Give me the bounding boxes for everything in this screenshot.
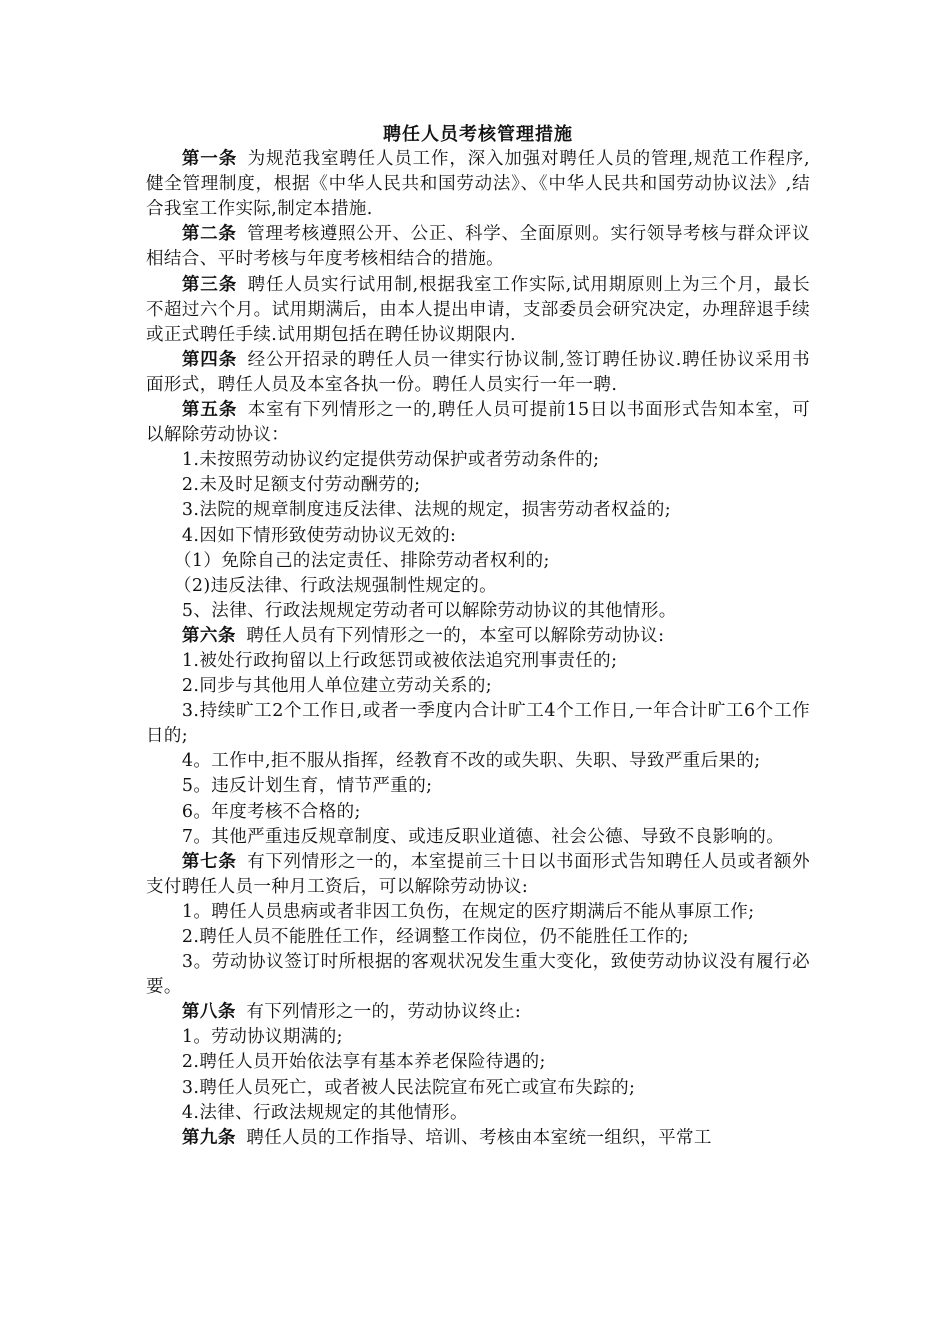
article-list-item: （2)违反法律、行政法规强制性规定的。 <box>174 575 498 596</box>
article-text: 管理考核遵照公开、公正、科学、全面原则。实行领导考核与群众评议相结合、平时考核与年度考核相结合的措施。 <box>146 224 810 270</box>
article-text: 有下列情形之一的，劳动协议终止: <box>246 1002 522 1023</box>
article-heading: 第九条 <box>181 1127 236 1148</box>
article-text: 经公开招录的聘任人员一律实行协议制,签订聘任协议.聘任协议采用书面形式，聘任人员及本室各执一份。聘任人员实行一年一聘. <box>146 349 810 395</box>
article-text: 有下列情形之一的，本室提前三十日以书面形式告知聘任人员或者额外支付聘任人员一种月工资后，可以解除劳动协议: <box>146 851 810 897</box>
article-list-item: 1。聘任人员患病或者非因工负伤，在规定的医疗期满后不能从事原工作; <box>181 901 755 922</box>
article-list-item: （1）免除自己的法定责任、排除劳动者权利的; <box>174 550 550 571</box>
article-paragraph <box>146 624 810 649</box>
article-paragraph <box>146 147 810 222</box>
article-list-item: 4.因如下情形致使劳动协议无效的: <box>181 525 457 546</box>
article-paragraph <box>146 348 810 398</box>
document-title: 聘任人员考核管理措施 <box>383 124 573 145</box>
article-text: 本室有下列情形之一的,聘任人员可提前15日以书面形式告知本室，可以解除劳动协议： <box>146 400 811 446</box>
article-list-item: 3.聘任人员死亡，或者被人民法院宣布死亡或宣布失踪的; <box>181 1077 636 1098</box>
article-heading: 第一条 <box>181 149 238 170</box>
article-heading: 第八条 <box>181 1002 236 1023</box>
article-paragraph <box>146 273 810 348</box>
article-list-item: 3.法院的规章制度违反法律、法规的规定，损害劳动者权益的; <box>181 500 672 521</box>
article-paragraph <box>146 850 810 900</box>
article-text: 聘任人员实行试用制,根据我室工作实际,试用期原则上为三个月，最长不超过六个月。试用期满后，由本人提出申请，支部委员会研究决定，办理辞退手续或正式聘任手续.试用期包括在聘任协议期限内. <box>146 274 810 345</box>
article-list-item: 2.聘任人员不能胜任工作，经调整工作岗位，仍不能胜任工作的; <box>181 927 689 947</box>
article-list-item: 1.未按照劳动协议约定提供劳动保护或者劳动条件的; <box>181 450 600 471</box>
article-paragraph <box>146 1126 810 1151</box>
article-list-item: 3。劳动协议签订时所根据的客观状况发生重大变化，致使劳动协议没有履行必要。 <box>146 952 810 998</box>
article-list-item: 2.同步与其他用人单位建立劳动关系的; <box>181 676 493 697</box>
article-list <box>146 147 810 1151</box>
article-list-item: 1.被处行政拘留以上行政惩罚或被依法追究刑事责任的; <box>181 650 618 671</box>
article-list-item: 6。年度考核不合格的; <box>181 801 361 822</box>
article-list-item: 2.聘任人员开始依法享有基本养老保险待遇的; <box>181 1052 546 1073</box>
article-heading: 第七条 <box>181 851 237 872</box>
article-list-item: 4.法律、行政法规规定的其他情形。 <box>181 1102 468 1123</box>
article-text: 聘任人员的工作指导、培训、考核由本室统一组织，平常工 <box>246 1127 712 1148</box>
article-list-item: 3.持续旷工2个工作日,或者一季度内合计旷工4个工作日,一年合计旷工6个工作日的; <box>146 701 810 747</box>
article-list-item: 4。工作中,拒不服从指挥，经教育不改的或失职、失职、导致严重后果的; <box>181 751 761 772</box>
article-heading: 第五条 <box>181 400 238 421</box>
article-list-item: 2.未及时足额支付劳动酬劳的; <box>181 475 421 496</box>
article-heading: 第六条 <box>181 625 236 646</box>
article-list-item: 5、法律、行政法规规定劳动者可以解除劳动协议的其他情形。 <box>181 600 677 621</box>
article-heading: 第二条 <box>181 224 237 245</box>
article-text: 聘任人员有下列情形之一的，本室可以解除劳动协议: <box>246 625 665 646</box>
article-list-item: 5。违反计划生育，情节严重的; <box>181 776 433 797</box>
article-paragraph <box>146 398 810 448</box>
article-heading: 第四条 <box>181 349 238 370</box>
article-list-item: 1。劳动协议期满的; <box>181 1027 343 1048</box>
article-list-item: 7。其他严重违反规章制度、或违反职业道德、社会公德、导致不良影响的。 <box>181 826 785 847</box>
article-heading: 第三条 <box>181 274 238 295</box>
article-paragraph <box>146 222 810 272</box>
article-text: 为规范我室聘任人员工作，深入加强对聘任人员的管理,规范工作程序,健全管理制度，根据《中华人民共和国劳动法》、《中华人民共和国劳动协议法》,结合我室工作实际,制定本措施. <box>146 149 810 220</box>
article-paragraph <box>146 1000 810 1025</box>
document-page <box>146 122 810 1151</box>
